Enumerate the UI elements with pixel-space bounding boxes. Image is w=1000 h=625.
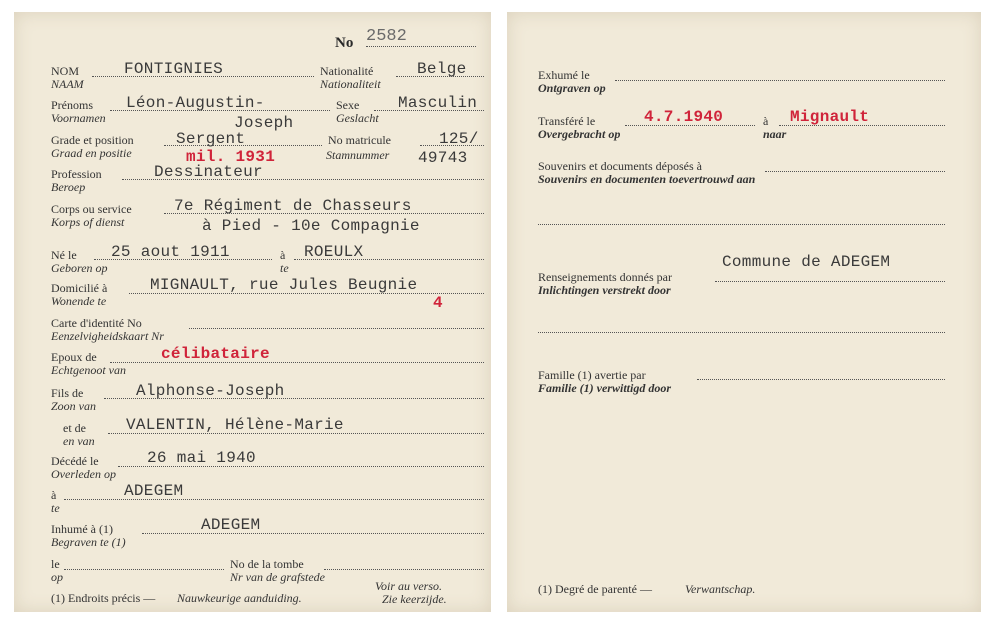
souvenirs-nl-label: Souvenirs en documenten toevertrouwd aan [538,172,756,186]
corps-value-2: à Pied - 10e Compagnie [202,217,420,235]
matricule-value-1: 125/ [439,130,479,148]
ne-date-value: 25 aout 1911 [111,243,230,261]
corps-line [164,213,484,214]
familie-label: Familie (1) verwittigd door [538,381,671,395]
sexe-label: Sexe [336,98,360,112]
wonende-label: Wonende te [51,294,107,308]
grade-label: Grade et position [51,133,134,147]
geboren-label: Geboren op [51,261,108,275]
epoux-line [110,362,484,363]
grade-value: Sergent [176,130,246,148]
ne-date-line [94,259,272,260]
profession-line [122,179,484,180]
domicile-line [129,293,484,294]
souvenirs-line [765,171,945,172]
front-footnote-nl: Nauwkeurige aanduiding. [177,591,302,605]
en-van-label: en van [63,434,95,448]
eenzelvigheidskaart-label: Eenzelvigheidskaart Nr [51,329,164,343]
nom-label: NOM [51,64,80,78]
grade-line [164,145,322,146]
echtgenoot-label: Echtgenoot van [51,363,126,377]
begraven-label: Begraven te (1) [51,535,126,549]
grafstede-label: Nr van de grafstede [230,570,325,584]
lieu-deces-te-label: te [51,501,60,515]
front-footnote-fr: (1) Endroits précis — [51,591,156,605]
domicile-label: Domicilié à [51,281,108,295]
voir-verso-label: Voir au verso. [375,579,442,593]
overleden-label: Overleden op [51,467,116,481]
famille-line [697,379,945,380]
lieu-deces-value: ADEGEM [124,482,184,500]
renseignements-value: Commune de ADEGEM [722,253,891,271]
prenoms-line [110,110,330,111]
ontgraven-label: Ontgraven op [538,81,606,95]
ne-te-label: te [280,261,289,275]
decede-line [118,466,484,467]
profession-value: Dessinateur [154,163,263,181]
nationalite-label: Nationalité [320,64,374,78]
card-number-label: No [335,35,354,51]
corps-label: Corps ou service [51,202,132,216]
prenoms-label: Prénoms [51,98,93,112]
tombe-le-label: le [51,557,60,571]
souvenirs-extra-line [538,224,945,225]
nationalite-line [396,76,484,77]
back-footnote-nl: Verwantschap. [685,582,756,596]
renseignements-line [715,281,945,282]
tombe-label: No de la tombe [230,557,304,571]
transfere-a-label: à [763,114,769,128]
stamnummer-label: Stamnummer [326,148,390,162]
mere-value: VALENTIN, Hélène-Marie [126,416,344,434]
nationalite-value: Belge [417,60,467,78]
matricule-label: No matricule [328,133,391,147]
front-card [14,12,491,612]
back-footnote-fr: (1) Degré de parenté — [538,582,652,596]
ne-label: Né le [51,248,77,262]
souvenirs-label: Souvenirs et documents déposés à [538,159,702,173]
fils-line [104,398,484,399]
naam-label: NAAM [51,77,84,91]
lieu-deces-label: à [51,488,57,502]
prenoms-value-1: Léon-Augustin- [126,94,265,112]
exhume-line [615,80,945,81]
sexe-line [374,110,484,111]
renseignements-label: Renseignements donnés par [538,270,672,284]
ne-place-line [294,259,484,260]
lieu-deces-line [64,499,484,500]
epoux-value: célibataire [161,345,270,363]
inhume-value: ADEGEM [201,516,261,534]
ne-place-value: ROEULX [304,243,364,261]
matricule-line [420,145,484,146]
transfere-label: Transféré le [538,114,596,128]
card-number-value: 2582 [366,27,407,46]
domicile-number: 4 [433,294,443,312]
inhume-label: Inhumé à (1) [51,522,113,536]
matricule-value-2: 49743 [418,149,468,167]
zie-keerzijde-label: Zie keerzijde. [382,592,447,606]
exhume-label: Exhumé le [538,68,590,82]
prenoms-value-2: Joseph [234,114,294,132]
voornamen-label: Voornamen [51,111,106,125]
decede-value: 26 mai 1940 [147,449,256,467]
decede-label: Décédé le [51,454,99,468]
tombe-date-line [64,569,224,570]
sexe-value: Masculin [398,94,478,112]
transfere-place-value: Mignault [790,108,870,126]
carte-line [189,328,484,329]
transfere-date-line [625,125,755,126]
graad-label: Graad en positie [51,146,132,160]
transfere-date-value: 4.7.1940 [644,108,724,126]
beroep-label: Beroep [51,180,86,194]
epoux-label: Epoux de [51,350,97,364]
card-number-line [366,46,476,47]
zoon-label: Zoon van [51,399,96,413]
grade-red-value: mil. 1931 [186,148,276,166]
ne-a-label: à [280,248,286,262]
nom-line [92,76,314,77]
nom-value: FONTIGNIES [124,60,224,78]
mere-line [108,433,484,434]
fils-label: Fils de [51,386,84,400]
profession-label: Profession [51,167,102,181]
korps-label: Korps of dienst [51,215,125,229]
overgebracht-label: Overgebracht op [538,127,621,141]
tombe-line [324,569,484,570]
inhume-line [142,533,484,534]
tombe-op-label: op [51,570,63,584]
transfere-naar-label: naar [763,127,787,141]
nationaliteit-label: Nationaliteit [320,77,381,91]
inlichtingen-label: Inlichtingen verstrekt door [538,283,671,297]
geslacht-label: Geslacht [336,111,379,125]
famille-label: Famille (1) avertie par [538,368,646,382]
mere-label: et de [63,421,86,435]
transfere-place-line [779,125,945,126]
domicile-value: MIGNAULT, rue Jules Beugnie [150,276,418,294]
renseignements-extra-line [538,332,945,333]
back-card [507,12,981,612]
corps-value-1: 7e Régiment de Chasseurs [174,197,412,215]
carte-label: Carte d'identité No [51,316,142,330]
fils-value: Alphonse-Joseph [136,382,285,400]
